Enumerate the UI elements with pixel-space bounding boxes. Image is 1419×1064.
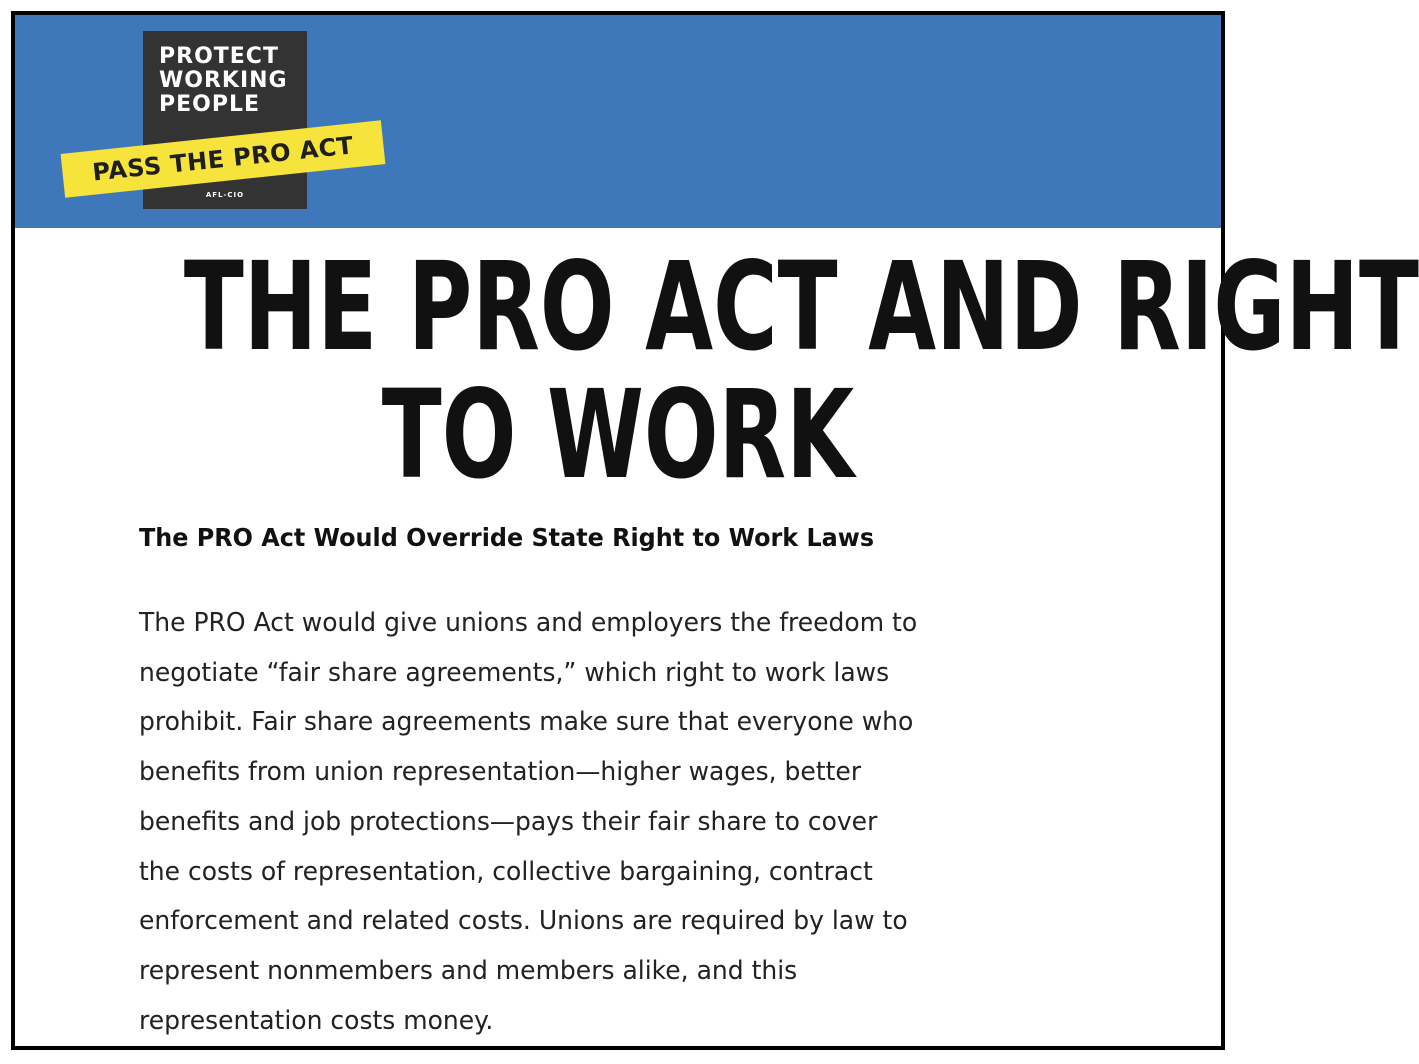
paragraph-line: representation costs money. [139,1005,494,1036]
logo-text-line: PROTECT [159,44,279,69]
paragraph-line: prohibit. Fair share agreements make sure that everyone who [139,707,914,738]
header-banner [15,15,1221,228]
body-paragraph [139,599,917,1046]
paragraph-line: the costs of representation, collective bargaining, contract [139,856,873,887]
paragraph-line: enforcement and related costs. Unions are required by law to [139,906,908,937]
title-line: TO WORK [381,364,855,506]
paragraph-line: benefits from union representation—higher wages, better [139,757,862,788]
logo-text-line: WORKING [159,68,288,93]
paragraph-line: represent nonmembers and members alike, and this [139,955,798,986]
title-line: THE PRO ACT AND RIGHT [183,236,1419,378]
logo-org-label: AFL-CIO [205,191,245,199]
paragraph-line: benefits and job protections—pays their fair share to cover [139,806,878,837]
page-title [183,236,1419,506]
pass-the-pro-act-ribbon: PASS THE PRO ACT [61,120,386,197]
document-frame [11,11,1419,1050]
paragraph-line: The PRO Act would give unions and employers the freedom to [139,608,918,638]
paragraph-line: negotiate “fair share agreements,” which right to work laws [139,657,890,688]
logo-text-line: PEOPLE [159,92,261,117]
section-heading: The PRO Act Would Override State Right to Work Laws [139,523,875,552]
